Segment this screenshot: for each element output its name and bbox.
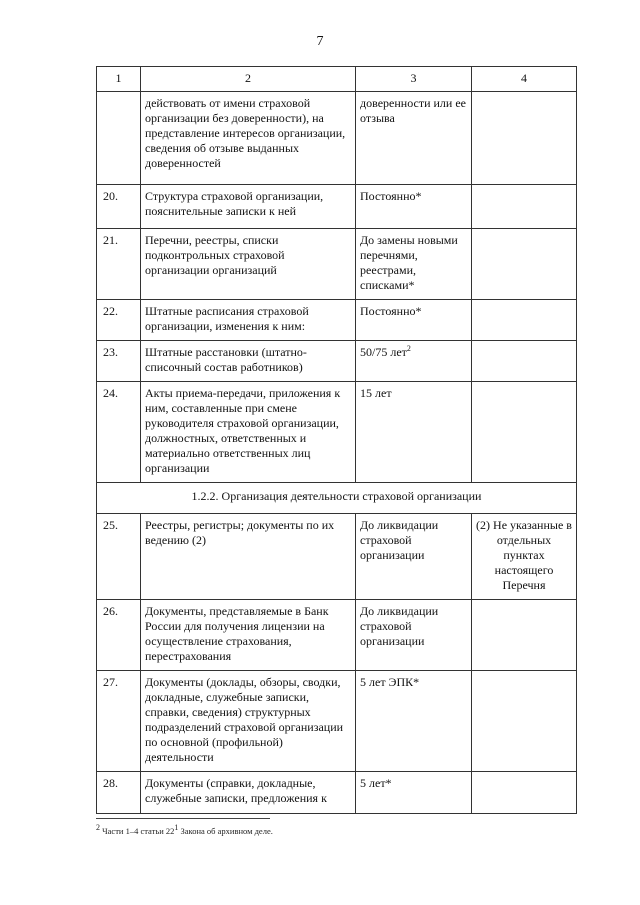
row-number: 26. [97,600,141,671]
row-description: Штатные расписания страховой организации, изменения к ним: [141,300,356,341]
footnote-divider [96,818,270,819]
footnote [96,823,273,836]
row-note [472,300,577,341]
table-row [97,772,577,814]
table-row [97,671,577,772]
row-term [356,341,472,382]
row-note [472,341,577,382]
row-note [472,600,577,671]
row-term: Постоянно* [356,300,472,341]
table-row [97,341,577,382]
row-description: Реестры, регистры; документы по их ведению (2) [141,514,356,600]
row-term: 5 лет* [356,772,472,814]
row-description: Акты приема-передачи, приложения к ним, составленные при смене руководителя страховой организации, должностных, ответственных и материально ответственных лиц организации [141,382,356,483]
row-number: 20. [97,185,141,229]
footnote-text-sup: 1 [174,823,179,833]
page-number: 7 [316,34,324,49]
row-note [472,92,577,185]
row-number: 24. [97,382,141,483]
row-number: 22. [97,300,141,341]
section-title: 1.2.2. Организация деятельности страховой организации [97,483,577,514]
row-description: Перечни, реестры, списки подконтрольных страховой организации организаций [141,229,356,300]
row-term: До ликвидации страховой организации [356,514,472,600]
row-description: Структура страховой организации, пояснительные записки к ней [141,185,356,229]
row-description: действовать от имени страховой организации без доверенности), на представление интересов организации, сведения об отзыве выданных доверенностей [141,92,356,185]
row-number [97,92,141,185]
row-number: 23. [97,341,141,382]
row-description: Документы (справки, докладные, служебные записки, предложения к [141,772,356,814]
row-number: 25. [97,514,141,600]
table-row [97,600,577,671]
row-description: Документы (доклады, обзоры, сводки, докладные, служебные записки, справки, сведения) структурных подразделений страховой организации по основной (профильной) деятельности [141,671,356,772]
row-term: До ликвидации страховой организации [356,600,472,671]
row-term: 15 лет [356,382,472,483]
footnote-text-b: Закона об архивном деле. [178,826,273,836]
row-description: Штатные расстановки (штатно-списочный состав работников) [141,341,356,382]
row-term: доверенности или ее отзыва [356,92,472,185]
header-cell: 3 [356,67,472,92]
table-row [97,185,577,229]
document-table [96,66,577,814]
table-row [97,300,577,341]
row-number: 27. [97,671,141,772]
table-row [97,92,577,185]
table-header-row [97,67,577,92]
row-note [472,185,577,229]
row-note: (2) Не указанные в отдельных пунктах настоящего Перечня [472,514,577,600]
row-note [472,229,577,300]
footnote-text-a: Части 1–4 статьи 22 [100,826,175,836]
row-term: 5 лет ЭПК* [356,671,472,772]
table-row [97,382,577,483]
section-row [97,483,577,514]
row-number: 21. [97,229,141,300]
header-cell: 4 [472,67,577,92]
row-number: 28. [97,772,141,814]
row-term-text: 50/75 лет [360,345,407,359]
header-cell: 2 [141,67,356,92]
table-row [97,514,577,600]
row-note [472,671,577,772]
header-cell: 1 [97,67,141,92]
row-term: До замены новыми перечнями, реестрами, списками* [356,229,472,300]
row-note [472,382,577,483]
row-note [472,772,577,814]
footnote-ref: 2 [406,344,411,353]
row-term: Постоянно* [356,185,472,229]
row-description: Документы, представляемые в Банк России для получения лицензии на осуществление страхования, перестрахования [141,600,356,671]
table-row [97,229,577,300]
footnote-mark: 2 [96,823,100,833]
